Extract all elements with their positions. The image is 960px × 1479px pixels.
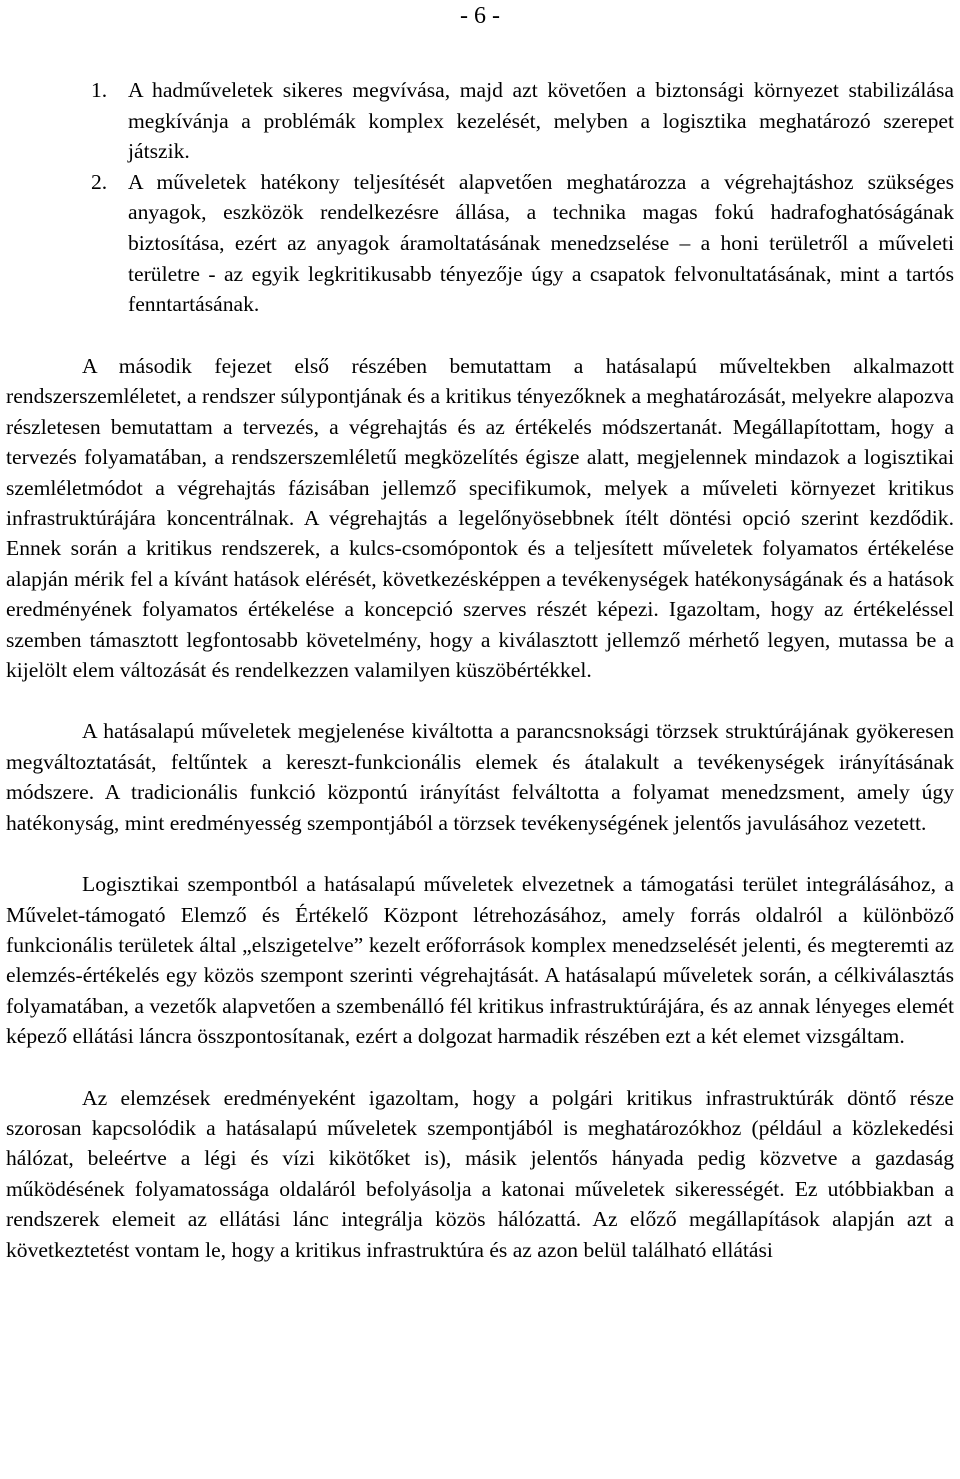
list-item-text: A műveletek hatékony teljesítését alapvetően meghatározza a végrehajtáshoz szükséges anyagok, eszközök rendelkezésre állása, a technika magas fokú hadrafoghatóságának biztosítása, ezért az anyagok áramoltatásának menedzselése – a honi területről a műveleti területre - az egyik legkritikusabb tényezője úgy a csapatok felvonultatásának, mint a tartós fenntartásának. — [128, 169, 954, 317]
numbered-list — [0, 75, 960, 320]
list-item — [0, 167, 960, 320]
paragraph: Logisztikai szempontból a hatásalapú műveletek elvezetnek a támogatási terület integrálásához, a Művelet-támogató Elemző és Értékelő Központ létrehozásához, amely forrás oldalról a különböző funkcionális területek által „elszigetelve” kezelt erőforrások komplex menedzselését jelenti, és megteremti az elemzés-értékelés egy közös szempont szerinti végrehajtását. A hatásalapú műveletek során, a célkiválasztás folyamatában, a vezetők alapvetően a szembenálló fél kritikus infrastruktúrájára, és az annak lényeges elemét képező ellátási láncra összpontosítanak, ezért a dolgozat harmadik részében ezt a két elemet vizsgáltam. — [6, 872, 954, 1049]
list-item-number: 1. — [91, 78, 108, 102]
paragraph: A hatásalapú műveletek megjelenése kiváltotta a parancsnoksági törzsek struktúrájának gyökeresen megváltoztatását, feltűntek a kereszt-funkcionális elemek és átalakult a tevékenységek irányításának módszere. A tradicionális funkció központú irányítást felváltotta a folyamat menedzsment, amely úgy hatékonyság, mint eredményesség szempontjából a törzsek tevékenységének jelentős javulásához vezetett. — [6, 719, 954, 835]
paragraph: A második fejezet első részében bemutattam a hatásalapú műveltekben alkalmazott rendszerszemléletet, a rendszer súlypontjának és a kritikus tényezőknek a meghatározását, melyekre alapozva részletesen bemutattam a tervezés, a végrehajtás és az értékelés módszertanát. Megállapítottam, hogy a tervezés folyamatában, a rendszerszemléletű megközelítés égisze alatt, megjelennek mindazok a logisztikai szemléletmódot a végrehajtás fázisában jellemző specifikumok, melyek a műveleti környezet kritikus infrastruktúrájára koncentrálnak. A végrehajtás a legelőnyösebbnek ítélt döntési opció szerint kezdődik. Ennek során a kritikus rendszerek, a kulcs-csomópontok és a teljesített műveletek folyamatos értékelése alapján mérik fel a kívánt hatások elérését, következésképpen a tevékenységek hatékonyságának és a hatások eredményének folyamatos értékelése a koncepció szerves részét képezi. Igazoltam, hogy az értékeléssel szemben támasztott legfontosabb követelmény, hogy a kiválasztott jellemző mérhető legyen, mutassa be a kijelölt elem változását és rendelkezzen valamilyen küszöbértékkel. — [6, 354, 954, 683]
paragraph: Az elemzések eredményeként igazoltam, hogy a polgári kritikus infrastruktúrák döntő része szorosan kapcsolódik a hatásalapú műveletek szempontjából is meghatározókhoz (például a közlekedési hálózat, beleértve a légi és vízi kikötőket is), másik jelentős hányada pedig közvetve a gazdaság működésének folyamatossága oldaláról befolyásolja a katonai műveletek sikerességét. Ez utóbbiakban a rendszerek elemeit az ellátási lánc integrálja közös hálózattá. Az előző megállapítások alapján azt a következtetést vontam le, hogy a kritikus infrastruktúra és az azon belül található ellátási — [6, 1085, 954, 1262]
page-number: - 6 - — [460, 3, 500, 29]
body-text — [6, 351, 954, 1265]
list-item-text: A hadműveletek sikeres megvívása, majd azt követően a biztonsági környezet stabilizálása megkívánja a problémák komplex kezelését, melyben a logisztika meghatározó szerepet játszik. — [128, 78, 954, 164]
list-item-number: 2. — [91, 169, 108, 194]
list-item — [0, 75, 960, 167]
